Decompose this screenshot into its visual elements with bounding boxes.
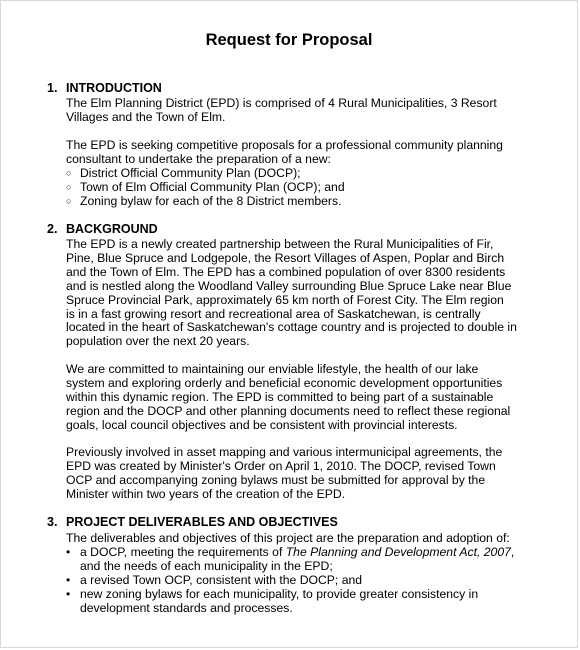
text-line: Minister within two years of the creation of the EPD. <box>66 486 346 501</box>
text-line: consultant to undertake the preparation of a new: <box>66 151 331 166</box>
text-line: Villages and the Town of Elm. <box>66 109 226 124</box>
section-number: 1. <box>47 81 58 95</box>
text-line: The EPD is seeking competitive proposals for a professional community planning <box>66 138 503 152</box>
hollow-bullet-icon: ○ <box>66 195 72 206</box>
section-number: 2. <box>47 222 58 236</box>
section-title: INTRODUCTION <box>66 81 162 95</box>
hollow-bullet-icon: ○ <box>66 181 72 192</box>
text-line: goals, local council objectives and be consistent with provincial interests. <box>66 417 458 432</box>
list-item-text <box>80 546 526 560</box>
text-line: located in the heart of Saskatchewan's cottage country and is projected to double in <box>66 320 517 335</box>
text-line: population over the next 20 years. <box>66 334 250 349</box>
list-item-text: development standards and processes. <box>80 600 293 615</box>
paragraph <box>66 139 526 167</box>
text-line: Previously involved in asset mapping and various intermunicipal agreements, the <box>66 445 503 459</box>
text-run: a DOCP, meeting the requirements of <box>80 545 286 559</box>
list-item <box>66 546 526 574</box>
text-line: system and exploring orderly and beneficial economic development opportunities <box>66 375 503 390</box>
section-title: BACKGROUND <box>66 222 158 236</box>
text-line: Spruce Provincial Park, approximately 65 km north of Forest City. The Elm region <box>66 292 504 307</box>
text-line: Pine, Blue Spruce and Lodgepole, the Resort Villages of Aspen, Poplar and Birch <box>66 250 505 265</box>
paragraph <box>66 238 526 349</box>
list-item-text: new zoning bylaws for each municipality, to provide greater consistency in <box>80 586 479 601</box>
text-line: EPD was created by Minister's Order on April 1, 2010. The DOCP, revised Town <box>66 458 496 473</box>
list-item-text: Town of Elm Official Community Plan (OCP); and <box>80 179 345 194</box>
list-item-text: and the needs of each municipality in the EPD; <box>80 558 333 573</box>
section-number: 3. <box>47 515 58 529</box>
paragraph <box>66 446 526 502</box>
list-item-text: District Official Community Plan (DOCP); <box>80 166 301 180</box>
list-item <box>66 181 526 195</box>
list-item-text: a revised Town OCP, consistent with the DOCP; and <box>80 572 363 587</box>
bullet-icon: • <box>66 586 71 601</box>
text-run: , <box>510 545 515 559</box>
text-line: is in a fast growing resort and recreational area of Saskatchewan, is centrally <box>66 306 481 321</box>
bullet-icon: • <box>66 545 71 559</box>
text-line: The deliverables and objectives of this project are the preparation and adoption of: <box>66 531 510 545</box>
list-item <box>66 574 526 588</box>
paragraph <box>66 97 526 125</box>
list-item <box>66 588 526 616</box>
section-heading-introduction <box>47 81 162 95</box>
text-line: The EPD is a newly created partnership between the Rural Municipalities of Fir, <box>66 237 494 251</box>
text-line: and is nestled along the Woodland Valley surrounding Blue Spruce Lake near Blue <box>66 278 512 293</box>
document-title: Request for Proposal <box>205 31 373 49</box>
section-title: PROJECT DELIVERABLES AND OBJECTIVES <box>66 515 338 529</box>
text-line: and the Town of Elm. The EPD has a combined population of over 8300 residents <box>66 264 506 279</box>
bullet-list <box>66 546 526 616</box>
section-heading-deliverables <box>47 515 338 529</box>
text-line: OCP and accompanying zoning bylaws must be submitted for approval by the <box>66 472 486 487</box>
text-line: We are committed to maintaining our enviable lifestyle, the health of our lake <box>66 362 479 376</box>
list-item-text: Zoning bylaw for each of the 8 District members. <box>80 193 342 208</box>
bullet-list <box>66 167 526 209</box>
section-heading-background <box>47 222 158 236</box>
hollow-bullet-icon: ○ <box>66 168 72 178</box>
list-item <box>66 195 526 209</box>
paragraph <box>66 363 526 433</box>
text-line: The Elm Planning District (EPD) is comprised of 4 Rural Municipalities, 3 Resort <box>66 96 497 110</box>
list-item <box>66 167 526 181</box>
bullet-icon: • <box>66 572 71 587</box>
act-title: The Planning and Development Act, 2007 <box>285 545 511 559</box>
paragraph <box>66 532 526 546</box>
text-line: within this dynamic region. The EPD is committed to being part of a sustainable <box>66 389 494 404</box>
text-line: region and the DOCP and other planning documents need to reflect these regional <box>66 403 511 418</box>
